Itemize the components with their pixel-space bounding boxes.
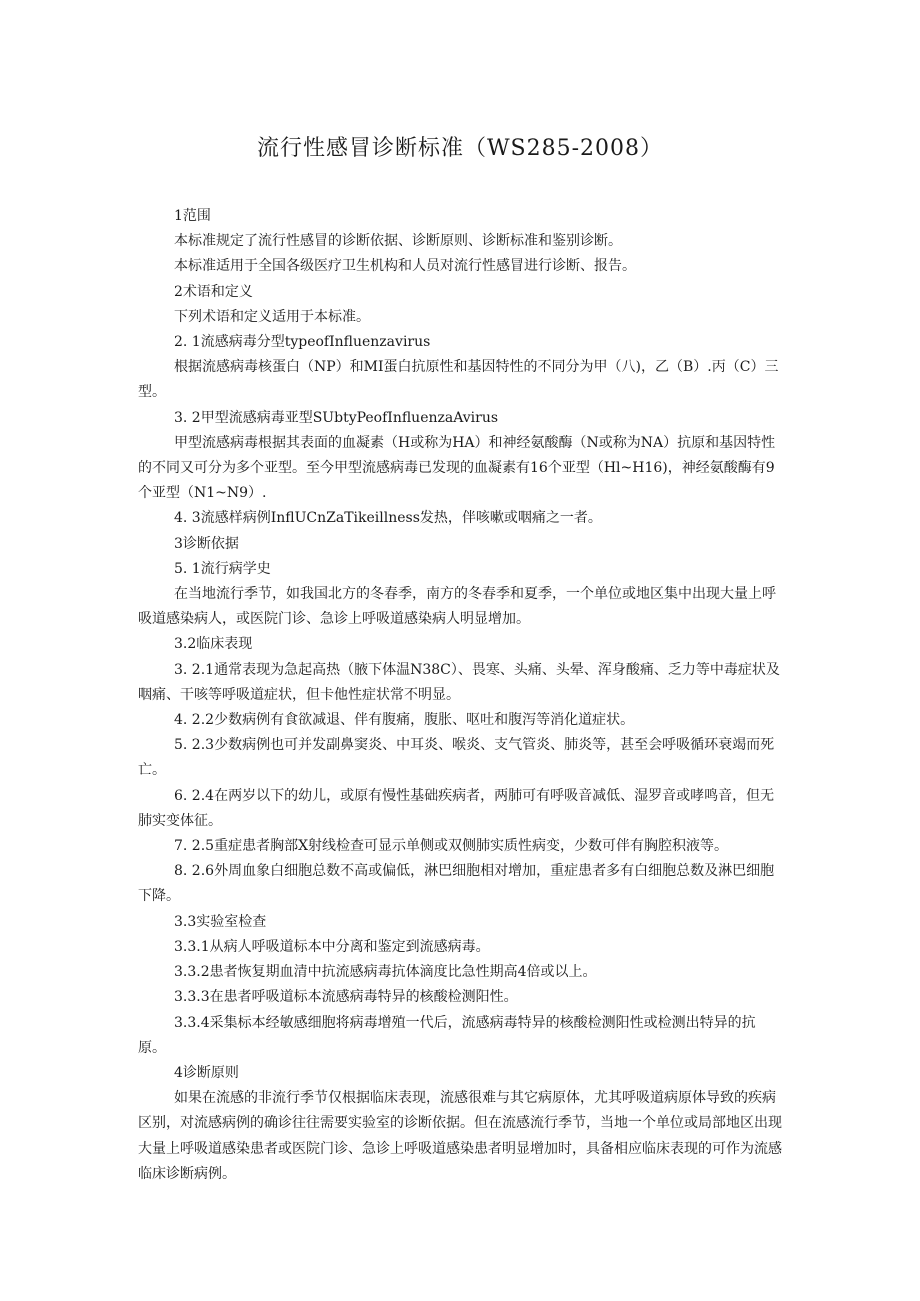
paragraph: 在当地流行季节，如我国北方的冬春季，南方的冬春季和夏季，一个单位或地区集中出现大量上呼吸道感染病人，或医院门诊、急诊上呼吸道感染病人明显增加。 [138, 586, 776, 628]
paragraph: 3.3.1从病人呼吸道标本中分离和鉴定到流感病毒。 [174, 938, 490, 955]
paragraph: 6. 2.4在两岁以下的幼儿，或原有慢性基础疾病者，两肺可有呼吸音减低、湿罗音或哮鸣音，但无肺实变体征。 [138, 787, 775, 829]
paragraph: 5. 2.3少数病例也可并发副鼻窦炎、中耳炎、喉炎、支气管炎、肺炎等，甚至会呼吸循环衰竭而死亡。 [138, 737, 775, 779]
paragraph: 3.3.3在患者呼吸道标本流感病毒特异的核酸检测阳性。 [174, 989, 518, 1006]
paragraph: 4. 2.2少数病例有食欲减退、伴有腹痛，腹胀、呕吐和腹泻等消化道症状。 [174, 712, 635, 729]
subsection-heading: 3. 2甲型流感病毒亚型SUbtyPeofInfluenzaAvirus [174, 409, 499, 426]
section-heading: 4诊断原则 [174, 1064, 239, 1081]
paragraph: 如果在流感的非流行季节仅根据临床表现，流感很难与其它病原体，尤其呼吸道病原体导致的疾病区别，对流感病例的确诊往往需要实验室的诊断依据。但在流感流行季节，当地一个单位或局部地区出现大量上呼吸道感染患者或医院门诊、急诊上呼吸道感染患者明显增加时，具备相应临床表现的可作为流感临床诊断病例。 [138, 1090, 782, 1182]
document-title: 流行性感冒诊断标准（WS285-2008） [256, 136, 664, 161]
paragraph: 本标准适用于全国各级医疗卫生机构和人员对流行性感冒进行诊断、报告。 [174, 258, 636, 275]
paragraph: 8. 2.6外周血象白细胞总数不高或偏低，淋巴细胞相对增加，重症患者多有白细胞总数及淋巴细胞下降。 [138, 863, 775, 905]
subsection-heading: 5. 1流行病学史 [174, 560, 271, 577]
paragraph: 甲型流感病毒根据其表面的血凝素（H或称为HA）和神经氨酸酶（N或称为NA）抗原和基因特性的不同又可分为多个亚型。至今甲型流感病毒已发现的血凝素有16个亚型（Hl~H16)，神经氨酸酶有9个亚型（N1~N9）. [138, 434, 776, 502]
paragraph: 下列术语和定义适用于本标准。 [174, 308, 370, 325]
paragraph: 4. 3流感样病例InflUCnZaTikeillness发热，伴咳嗽或咽痛之一者。 [174, 510, 602, 527]
section-heading: 2术语和定义 [174, 283, 253, 300]
section-heading: 1范围 [174, 208, 211, 224]
paragraph: 本标准规定了流行性感冒的诊断依据、诊断原则、诊断标准和鉴别诊断。 [174, 233, 622, 250]
paragraph: 3.3.2患者恢复期血清中抗流感病毒抗体滴度比急性期高4倍或以上。 [174, 964, 597, 981]
paragraph: 根据流感病毒核蛋白（NP）和MI蛋白抗原性和基因特性的不同分为甲（八)，乙（B）.丙（C）三型。 [138, 359, 779, 401]
document-body [138, 204, 782, 1187]
subsection-heading: 3.3实验室检查 [174, 913, 267, 930]
section-heading: 3诊断依据 [174, 535, 239, 552]
subsection-heading: 3.2临床表现 [174, 636, 253, 653]
paragraph: 3.3.4采集标本经敏感细胞将病毒增殖一代后，流感病毒特异的核酸检测阳性或检测出特异的抗原。 [138, 1014, 756, 1056]
subsection-heading: 2. 1流感病毒分型typeofInfluenzavirus [174, 334, 431, 351]
paragraph: 3. 2.1通常表现为急起高热（腋下体温N38C）、畏寒、头痛、头晕、浑身酸痛、乏力等中毒症状及咽痛、干咳等呼吸道症状，但卡他性症状常不明显。 [138, 661, 780, 703]
paragraph: 7. 2.5重症患者胸部X射线检查可显示单侧或双侧肺实质性病变，少数可伴有胸腔积液等。 [174, 838, 729, 855]
